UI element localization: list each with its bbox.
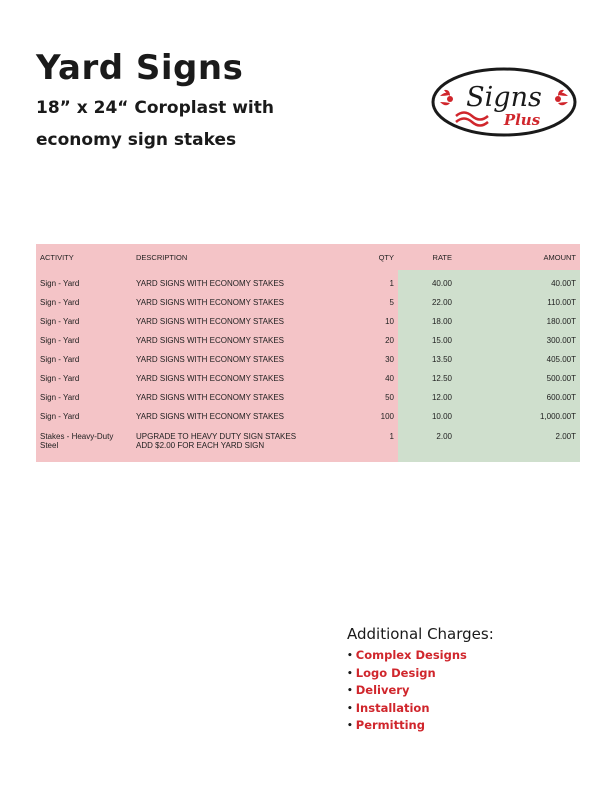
header-qty: QTY [350, 244, 398, 270]
cell-description: YARD SIGNS WITH ECONOMY STAKES [132, 407, 350, 426]
cell-activity: Sign - Yard [36, 270, 132, 293]
cell-qty: 20 [350, 331, 398, 350]
cell-rate: 12.00 [398, 388, 456, 407]
cell-amount: 180.00T [456, 312, 580, 331]
bullet-icon: • [347, 651, 353, 661]
cell-activity [36, 426, 132, 462]
bullet-icon: • [347, 721, 353, 731]
cell-description: YARD SIGNS WITH ECONOMY STAKES [132, 331, 350, 350]
cell-description: YARD SIGNS WITH ECONOMY STAKES [132, 293, 350, 312]
logo-sub-text: Plus [503, 111, 541, 129]
charge-item [347, 700, 494, 718]
charge-item [347, 717, 494, 735]
cell-rate: 15.00 [398, 331, 456, 350]
cell-description: YARD SIGNS WITH ECONOMY STAKES [132, 312, 350, 331]
charge-label: Delivery [355, 683, 410, 697]
cell-rate: 13.50 [398, 350, 456, 369]
cell-activity: Sign - Yard [36, 388, 132, 407]
cell-amount: 1,000.00T [456, 407, 580, 426]
table-header-row [36, 244, 580, 270]
additional-charges [347, 625, 494, 735]
subtitle-line-2: economy sign stakes [36, 130, 237, 150]
logo-main-text: Signs [466, 82, 542, 113]
cell-rate: 18.00 [398, 312, 456, 331]
cell-amount: 600.00T [456, 388, 580, 407]
cell-activity: Sign - Yard [36, 312, 132, 331]
charge-label: Logo Design [355, 665, 436, 680]
cell-activity: Sign - Yard [36, 350, 132, 369]
cell-qty: 1 [350, 426, 398, 462]
table-row [36, 350, 580, 369]
cell-amount: 40.00T [456, 270, 580, 293]
description-line-2: ADD $2.00 FOR EACH YARD SIGN [136, 441, 265, 450]
cell-rate: 22.00 [398, 293, 456, 312]
cell-qty: 5 [350, 293, 398, 312]
subtitle-line-1: 18” x 24“ Coroplast with [36, 98, 274, 118]
bullet-icon: • [347, 686, 353, 696]
cell-activity: Sign - Yard [36, 407, 132, 426]
header-description: DESCRIPTION [132, 244, 350, 270]
charges-title: Additional Charges: [347, 625, 494, 643]
header-activity: ACTIVITY [36, 244, 132, 270]
activity-line-2: Steel [40, 441, 59, 450]
table-row [36, 426, 580, 462]
cell-qty: 40 [350, 369, 398, 388]
cell-description [132, 426, 350, 462]
cell-amount: 500.00T [456, 369, 580, 388]
cell-description: YARD SIGNS WITH ECONOMY STAKES [132, 350, 350, 369]
cell-qty: 10 [350, 312, 398, 331]
cell-rate: 40.00 [398, 270, 456, 293]
table-row [36, 270, 580, 293]
signs-plus-logo [430, 66, 578, 138]
description-line-1: UPGRADE TO HEAVY DUTY SIGN STAKES [136, 432, 297, 441]
header-rate: RATE [398, 244, 456, 270]
charge-item [347, 647, 494, 665]
cell-activity: Sign - Yard [36, 331, 132, 350]
pricing-table [36, 244, 580, 462]
table-row [36, 331, 580, 350]
cell-activity: Sign - Yard [36, 369, 132, 388]
table-row [36, 388, 580, 407]
cell-rate: 2.00 [398, 426, 456, 462]
cell-amount: 110.00T [456, 293, 580, 312]
cell-qty: 1 [350, 270, 398, 293]
cell-qty: 100 [350, 407, 398, 426]
charge-label: Permitting [355, 718, 425, 732]
cell-amount: 405.00T [456, 350, 580, 369]
cell-description: YARD SIGNS WITH ECONOMY STAKES [132, 270, 350, 293]
bullet-icon: • [347, 703, 353, 714]
cell-qty: 30 [350, 350, 398, 369]
cell-amount: 2.00T [456, 426, 580, 462]
charge-item [347, 682, 494, 700]
cell-rate: 12.50 [398, 369, 456, 388]
cell-description: YARD SIGNS WITH ECONOMY STAKES [132, 369, 350, 388]
cell-activity: Sign - Yard [36, 293, 132, 312]
page-title: Yard Signs [36, 48, 244, 88]
table-row [36, 369, 580, 388]
cell-rate: 10.00 [398, 407, 456, 426]
cell-qty: 50 [350, 388, 398, 407]
bullet-icon: • [347, 668, 353, 679]
charge-item [347, 665, 494, 683]
activity-line-1: Stakes - Heavy-Duty [40, 432, 114, 441]
header-amount: AMOUNT [456, 244, 580, 270]
charge-label: Installation [355, 700, 430, 715]
charge-label: Complex Designs [355, 648, 467, 662]
cell-amount: 300.00T [456, 331, 580, 350]
table-row [36, 407, 580, 426]
cell-description: YARD SIGNS WITH ECONOMY STAKES [132, 388, 350, 407]
table-row [36, 293, 580, 312]
table-row [36, 312, 580, 331]
